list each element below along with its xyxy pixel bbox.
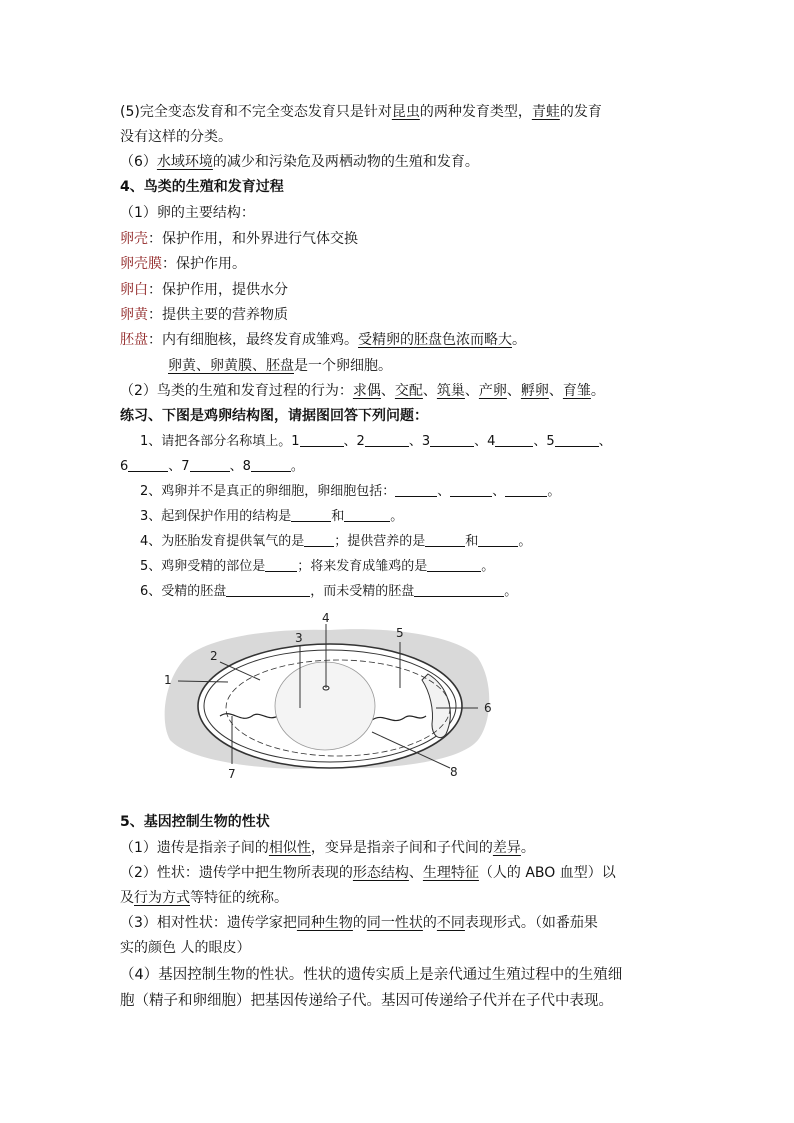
diagram-label-5: 5 [396, 626, 404, 640]
germinal-disc-item [120, 330, 526, 350]
desc: ：保护作用。 [162, 256, 246, 272]
exercise-q5 [140, 557, 494, 577]
text: 。 [504, 584, 518, 599]
blank-field[interactable] [505, 482, 547, 497]
text: 等特征的统称。 [190, 890, 288, 906]
blank-field[interactable] [425, 532, 465, 547]
blank-field[interactable] [427, 557, 481, 572]
text: （2）性状：遗传学中把生物所表现的 [120, 865, 353, 881]
text-line [120, 102, 602, 122]
text: 。 [590, 383, 605, 399]
text: （1）遗传是指亲子间的 [120, 840, 269, 856]
text: 表现形式。（如番茄果 [464, 915, 598, 931]
shell-membrane-item [120, 254, 246, 274]
text: 。 [547, 484, 561, 499]
underlined-term: 卵黄、卵黄膜、胚盘 [168, 358, 294, 374]
diagram-label-1: 1 [164, 673, 172, 687]
text: （人的 ABO 血型）以 [478, 865, 616, 881]
desc: ：保护作用，和外界进行气体交换 [148, 231, 358, 247]
text: ；将来发育成雏鸡的是 [297, 559, 428, 574]
underlined-term: 相似性 [268, 840, 311, 856]
behavior-term: 育雏 [562, 383, 591, 399]
underlined-term: 行为方式 [134, 890, 190, 906]
blank-field[interactable] [414, 582, 504, 597]
term: 卵黄 [120, 307, 148, 323]
blank-field[interactable] [450, 482, 492, 497]
desc: ：保护作用，提供水分 [148, 282, 288, 298]
egg-shell-item [120, 229, 358, 249]
underlined-term: 形态结构 [352, 865, 409, 881]
genes-p7: 胞（精子和卵细胞）把基因传递给子代。基因可传递给子代并在子代中表现。 [120, 993, 613, 1009]
separator: 、 [506, 383, 521, 399]
text: 、7 [168, 459, 190, 474]
blank-field[interactable] [495, 432, 533, 447]
text: 5、鸡卵受精的部位是 [140, 559, 266, 574]
text: 、8 [229, 459, 251, 474]
behavior-term: 孵卵 [520, 383, 549, 399]
text: 。 [520, 840, 535, 856]
term: 卵壳膜 [120, 256, 162, 272]
text: 6 [120, 459, 129, 474]
exercise-q3 [140, 507, 403, 527]
behavior-term: 求偶 [352, 383, 381, 399]
blank-field[interactable] [226, 582, 310, 597]
text-line [120, 152, 479, 172]
blank-field[interactable] [430, 432, 474, 447]
separator: 、 [380, 383, 395, 399]
text: 、 [437, 484, 451, 499]
underlined-term: 昆虫 [391, 104, 420, 120]
diagram-label-7: 7 [228, 767, 236, 780]
underlined-term: 差异 [492, 840, 521, 856]
text: 1、请把各部分名称填上。1 [140, 434, 300, 449]
underlined-term: 水域环境 [156, 154, 213, 170]
text: 的 [352, 915, 367, 931]
blank-field[interactable] [344, 507, 390, 522]
text: （2）鸟类的生殖和发育过程的行为： [120, 383, 353, 399]
section-heading-birds: 4、鸟类的生殖和发育过程 [120, 179, 284, 195]
text: 的发育 [559, 104, 602, 120]
exercise-q4 [140, 532, 531, 552]
underlined-term: 受精卵的胚盘色浓而略大 [358, 332, 512, 348]
blank-field[interactable] [251, 457, 291, 472]
text: 和 [465, 534, 479, 549]
exercise-q6 [140, 582, 517, 602]
diagram-label-4: 4 [322, 612, 330, 625]
underlined-term: 青蛙 [531, 104, 560, 120]
text: 、 [408, 865, 423, 881]
text: 、5 [533, 434, 555, 449]
underlined-term: 同一性状 [366, 915, 423, 931]
text: 3、起到保护作用的结构是 [140, 509, 292, 524]
blank-field[interactable] [291, 507, 331, 522]
text: 的 [422, 915, 437, 931]
genes-p3 [120, 888, 288, 908]
question-2 [120, 381, 605, 401]
underlined-term: 不同 [436, 915, 465, 931]
text: ，而未受精的胚盘 [310, 584, 415, 599]
text-line: 没有这样的分类。 [120, 129, 232, 145]
separator: 、 [464, 383, 479, 399]
underlined-term: 生理特征 [422, 865, 479, 881]
text: 。 [512, 332, 526, 348]
genes-p5: 实的颜色 人的眼皮） [120, 940, 251, 956]
text: 的两种发育类型， [419, 104, 532, 120]
text: 、3 [408, 434, 431, 449]
text: 是一个卵细胞。 [294, 358, 392, 374]
diagram-label-8: 8 [450, 765, 458, 779]
term: 卵壳 [120, 231, 148, 247]
text: 。 [390, 509, 404, 524]
yolk-item [120, 305, 288, 325]
blank-field[interactable] [365, 432, 409, 447]
text: ，变异是指亲子间和子代间的 [310, 840, 493, 856]
diagram-label-2: 2 [210, 649, 218, 663]
text: （3）相对性状：遗传学家把 [120, 915, 297, 931]
text: 。 [290, 459, 304, 474]
blank-field[interactable] [300, 432, 344, 447]
desc: ：提供主要的营养物质 [148, 307, 288, 323]
text: 4、为胚胎发育提供氧气的是 [140, 534, 305, 549]
text: 6、受精的胚盘 [140, 584, 227, 599]
text: 。 [518, 534, 532, 549]
exercise-q1 [140, 432, 612, 452]
blank-field[interactable] [304, 532, 334, 547]
blank-field[interactable] [128, 457, 168, 472]
exercise-heading: 练习、下图是鸡卵结构图，请据图回答下列问题： [120, 408, 428, 424]
behavior-term: 筑巢 [436, 383, 465, 399]
blank-field[interactable] [395, 482, 437, 497]
section-heading-genes: 5、基因控制生物的性状 [120, 814, 270, 830]
term: 胚盘 [120, 332, 148, 348]
blank-field[interactable] [265, 557, 297, 572]
egg-structure-diagram [160, 612, 496, 780]
text: 、 [492, 484, 506, 499]
genes-p4 [120, 913, 598, 933]
text: （6） [120, 154, 157, 170]
desc: ：内有细胞核，最终发育成雏鸡。 [148, 332, 358, 348]
genes-p2 [120, 863, 616, 883]
text: 及 [120, 890, 134, 906]
text: 、 [598, 434, 612, 449]
egg-white-item [120, 280, 288, 300]
yolk [275, 662, 375, 750]
behavior-term: 产卵 [478, 383, 507, 399]
diagram-label-3: 3 [295, 631, 303, 645]
blank-field[interactable] [190, 457, 230, 472]
text: ；提供营养的是 [334, 534, 426, 549]
exercise-q1-cont [120, 457, 304, 477]
egg-cell-line [168, 356, 392, 376]
genes-p1 [120, 838, 535, 858]
diagram-label-6: 6 [484, 701, 492, 715]
exercise-q2 [140, 482, 560, 502]
text: 。 [481, 559, 495, 574]
term: 卵白 [120, 282, 148, 298]
genes-p6: （4）基因控制生物的性状。性状的遗传实质上是亲代通过生殖过程中的生殖细 [120, 967, 623, 983]
text: 的减少和污染危及两栖动物的生殖和发育。 [212, 154, 479, 170]
text: (5)完全变态发育和不完全变态发育只是针对 [120, 104, 392, 120]
blank-field[interactable] [478, 532, 518, 547]
separator: 、 [548, 383, 563, 399]
behavior-term: 交配 [394, 383, 423, 399]
separator: 、 [422, 383, 437, 399]
text: 2、鸡卵并不是真正的卵细胞，卵细胞包括： [140, 484, 396, 499]
text: 、2 [343, 434, 365, 449]
question-1: （1）卵的主要结构： [120, 205, 255, 221]
blank-field[interactable] [555, 432, 599, 447]
underlined-term: 同种生物 [296, 915, 353, 931]
text: 、4 [474, 434, 496, 449]
text: 和 [331, 509, 345, 524]
